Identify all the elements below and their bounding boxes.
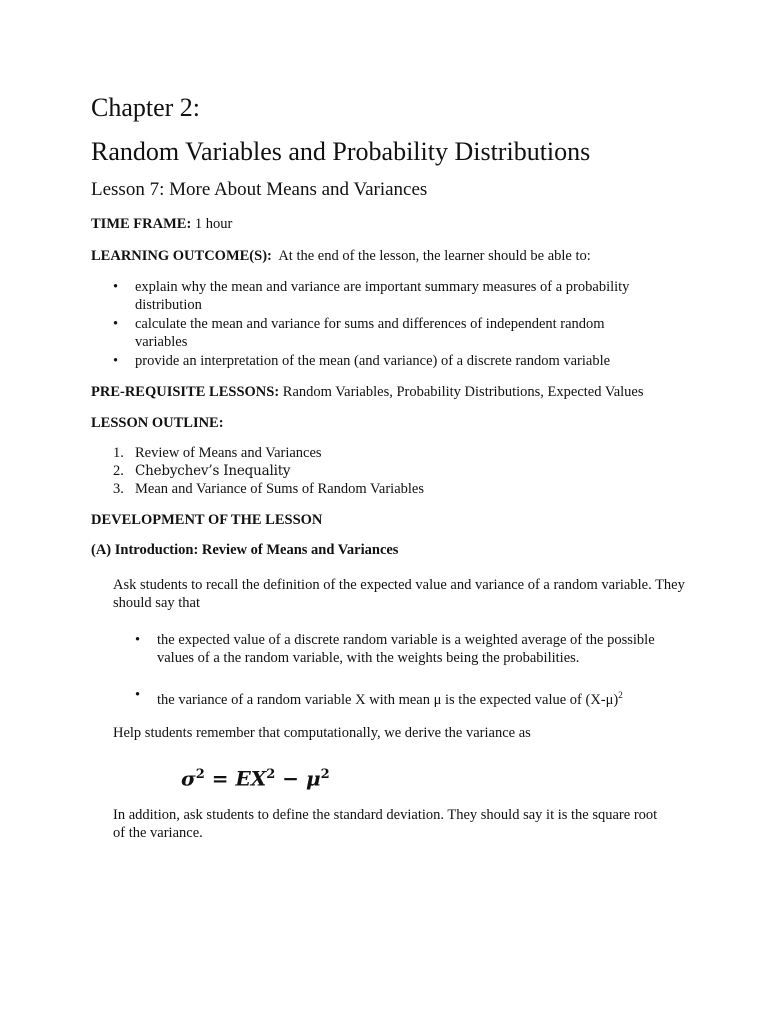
formula-equals: = [204, 766, 236, 791]
std-dev-paragraph: In addition, ask students to define the standard deviation. They should say it is the square root of the variance. [113, 807, 658, 841]
list-item [113, 444, 322, 462]
bullet-icon: • [113, 279, 119, 295]
learning-outcomes [91, 247, 591, 265]
bullet-icon: • [135, 632, 141, 648]
bullet-icon: • [113, 353, 119, 369]
outline-number: 2. [113, 463, 124, 479]
formula-sigma-exp: 2 [195, 767, 205, 782]
time-frame-label: TIME FRAME: [91, 216, 192, 232]
outline-label [91, 414, 224, 432]
time-frame [91, 215, 232, 233]
list-item [113, 462, 290, 480]
formula-mu: μ [305, 766, 321, 791]
outline-number: 3. [113, 481, 124, 497]
development-heading [91, 511, 322, 529]
compute-paragraph: Help students remember that computationally, we derive the variance as [113, 725, 531, 741]
outline-text: Mean and Variance of Sums of Random Variables [135, 481, 424, 497]
learning-outcomes-intro: At the end of the lesson, the learner should be able to: [278, 248, 591, 264]
learning-outcomes-label: LEARNING OUTCOME(S): [91, 248, 272, 264]
list-item [113, 480, 424, 498]
bullet-icon: • [135, 687, 141, 703]
expected-value-text: the expected value of a discrete random variable is a weighted average of the possible values of a the random variable, with the weights being the probabilities. [157, 632, 655, 666]
chapter-title: Random Variables and Probability Distributions [91, 137, 591, 166]
outline-number: 1. [113, 445, 124, 461]
formula-ex: EX [235, 766, 267, 791]
lesson-heading: Lesson 7: More About Means and Variances [91, 179, 428, 200]
variance-text [157, 686, 687, 709]
outline-text: Chebychev’s Inequality [135, 463, 291, 479]
outline-text: Review of Means and Variances [135, 445, 322, 461]
intro-paragraph: Ask students to recall the definition of the expected value and variance of a random variable. They should say that [113, 577, 685, 611]
prerequisites [91, 383, 644, 401]
development-heading-text: DEVELOPMENT OF THE LESSON [91, 512, 323, 528]
section-a-heading [91, 541, 398, 559]
prerequisites-label: PRE-REQUISITE LESSONS: [91, 384, 280, 400]
outcome-text: provide an interpretation of the mean (and variance) of a discrete random variable [135, 353, 611, 369]
formula-sigma: σ [181, 766, 196, 791]
section-a-heading-text: (A) Introduction: Review of Means and Variances [91, 542, 399, 558]
time-frame-value: 1 hour [194, 216, 233, 232]
outcome-text: calculate the mean and variance for sums and differences of independent random variables [135, 316, 605, 350]
variance-formula [181, 762, 330, 792]
variance-exponent: 2 [618, 690, 623, 700]
outcome-text: explain why the mean and variance are important summary measures of a probability distribution [135, 279, 630, 313]
chapter-heading: Chapter 2: [91, 93, 201, 122]
outline-label-text: LESSON OUTLINE: [91, 415, 224, 431]
formula-mu-exp: 2 [320, 767, 330, 782]
formula-ex-exp: 2 [266, 767, 276, 782]
prerequisites-value: Random Variables, Probability Distributions, Expected Values [282, 384, 644, 400]
bullet-icon: • [113, 316, 119, 332]
variance-text-main: the variance of a random variable X with mean μ is the expected value of (X-μ) [157, 691, 619, 708]
formula-minus: − [275, 766, 306, 791]
